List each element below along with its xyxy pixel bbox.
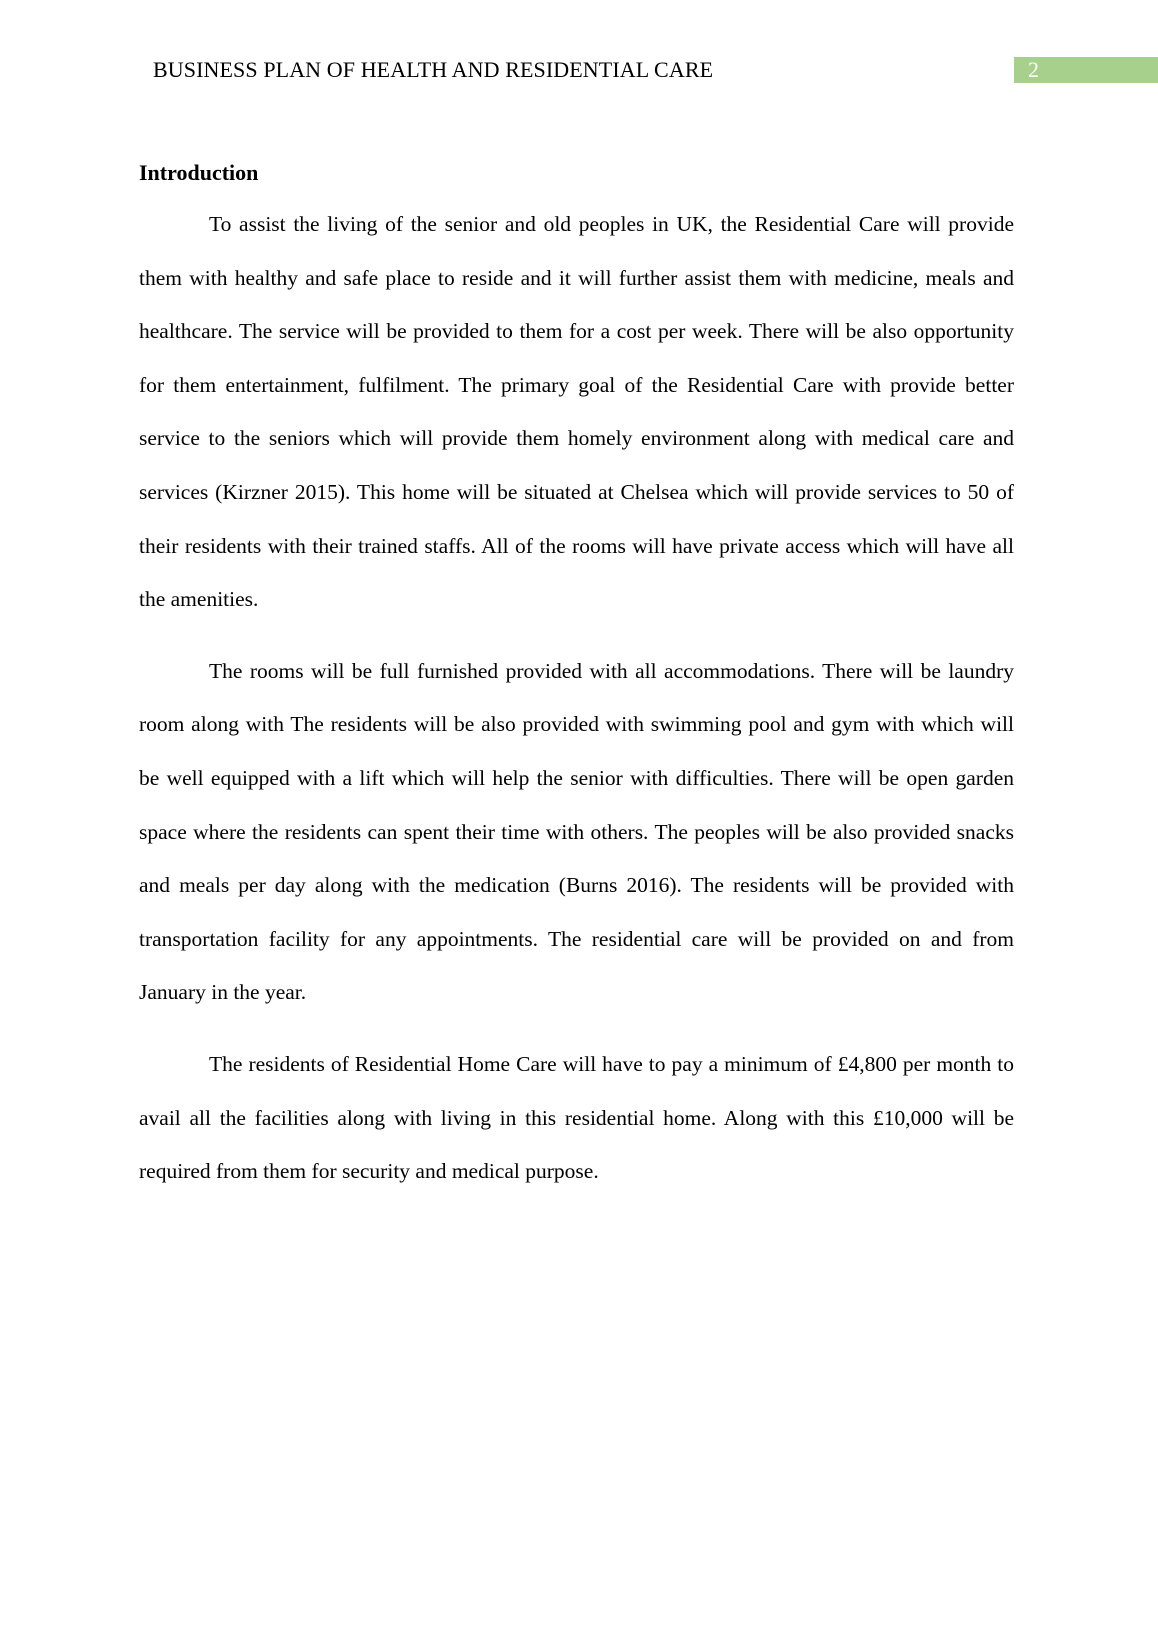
paragraph-pricing: The residents of Residential Home Care will have to pay a minimum of £4,800 per month to avail all the facilities along with living in this residential home. Along with this £10,000 will be required from them for security and medical purpose.	[139, 1051, 1014, 1184]
paragraph-introduction: To assist the living of the senior and old peoples in UK, the Residential Care will provide them with healthy and safe place to reside and it will further assist them with medicine, meals and healthcare. The service will be provided to them for a cost per week. There will be also opportunity for them entertainment, fulfilment. The primary goal of the Residential Care with provide better service to the seniors which will provide them homely environment along with medical care and services (Kirzner 2015). This home will be situated at Chelsea which will provide services to 50 of their residents with their trained staffs. All of the rooms will have private access which will have all the amenities.	[139, 212, 1014, 612]
section-heading: Introduction	[139, 160, 259, 185]
paragraph-facilities: The rooms will be full furnished provided with all accommodations. There will be laundry room along with The residents will be also provided with swimming pool and gym with which will be well equipped with a lift which will help the senior with difficulties. There will be open garden space where the residents can spent their time with others. The peoples will be also provided snacks and meals per day along with the medication (Burns 2016). The residents will be provided with transportation facility for any appointments. The residential care will be provided on and from January in the year.	[139, 658, 1014, 1005]
page-number: 2	[1028, 57, 1039, 82]
running-header-title: BUSINESS PLAN OF HEALTH AND RESIDENTIAL CARE	[153, 57, 714, 82]
document-body	[139, 158, 1014, 1217]
page-number-badge	[1014, 57, 1158, 83]
